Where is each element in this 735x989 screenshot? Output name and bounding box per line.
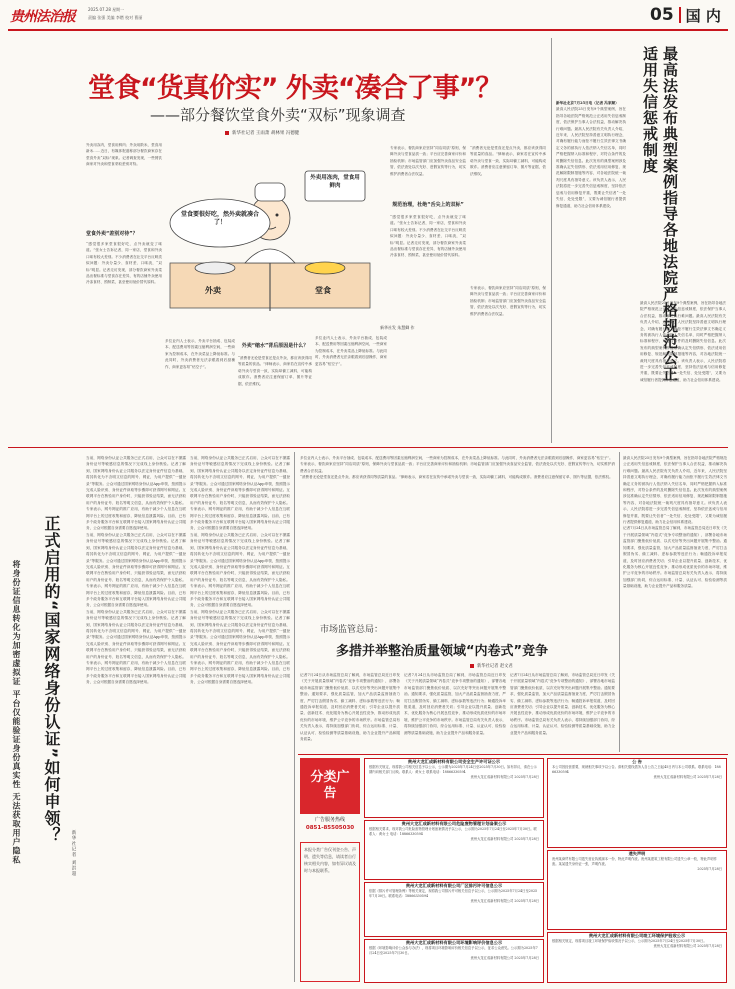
editor-line: 责编 张强 美编 李燃 校对 曹丽 (88, 15, 143, 20)
market-byline (470, 663, 513, 669)
byline-marker (225, 131, 229, 135)
right-lower-body-2: 记者7月24日从市场监管总局了解到，市场监管总局近日印发《关于开展质量领域“内卷式”竞争专项整治的通知》，部署各地市场监管部门聚焦低价低质、以次充好等突出问题开展集中整治。通知要求，强化质量监管，加大产品质量监督抽查力度，严厉打击假冒伪劣、偷工减料、虚标参数等违法行为；畅通投诉举报渠道，及时回应消费者关切；引导企业以提升质量、创新技术、优化服务为核心开展良性竞争，推动形成优质优价的市场环境，维护公平竞争的市场秩序。市场监管总局有关负责人表示，将持续加强部门协同，综合运用标准、计量、认证认可、检验检测等质量基础设施，助力企业提升产品和服务质量。 (623, 526, 727, 589)
lead-body-c2: 专家表示，餐饮商家应坚持“同店同质”原则，保障外卖与堂食品质一致；平台应完善商家评价和抽检机制；市场监管部门应加强外卖食品安全监管，依法查处以次充好、虚假宣传等行为，切实维护消费者合法权益。 (470, 286, 546, 316)
left-story-subheadline: 将身份证信息转化为加密虚拟证 平台仅能验证身份真实性 无法获取用户隐私 (12, 560, 21, 865)
lead-paragraph: 外卖用冻肉，堂食用鲜肉；外卖用散米，堂食用新米……近日，有媒体报道称部分餐饮商家存在堂食外卖“双标”现象。记者调查发现，一些餐饮商家对外卖和堂食采取差别对待。 (86, 143, 162, 167)
ad-3-sign: 贵州大龙汇成新材料有限公司 2025年7月28日 (470, 899, 539, 904)
market-tag: 市场监管总局： (320, 625, 384, 635)
ad-2-title: 贵州大龙汇成新材料有限公司危险废物管理计划备案公示 (401, 821, 507, 826)
ad-6-body: 贵州某商贸有限公司遗失营业执照副本一份，特此声明作废。贵州某建筑工程有限公司遗失公章一枚，特此声明作废。某某遗失身份证一张，声明作废。 (552, 857, 717, 867)
classified-rule (298, 754, 728, 755)
lead-body-a: “感觉很多家堂食很好吃，点外卖就变了味道。”张女士告诉记者，同一家店，堂食和外卖口味有较大差别。不少消费者在社交平台反映类似问题：外卖分量少、食材差、口味淡，“双标”明显。记者走访发现，部分餐饮商家外卖菜品出餐标准与堂食存在差异，有的店铺外卖使用冷冻食材、预制菜，甚至使用低价替代原料。 (86, 242, 162, 285)
illustration-label-left: 外卖 (205, 286, 221, 295)
right-lower-col (623, 455, 727, 750)
ad-1-title: 贵州大龙汇成新材料有限公司安全生产许可证公示 (407, 759, 501, 764)
right-story-dateline: 新华社北京7月25日电（记者 冯家顺） (556, 101, 619, 105)
classified-notice (300, 842, 360, 982)
right-lower-divider (619, 452, 620, 752)
right-story-body-2: 最高人民法院25日发布9个典型案例，旨在指导各地法院严格规范公正适用失信惩戒制度，依法保护当事人合法权益，推动解决执行难问题。最高人民法院有关负责人介绍，近年来，人民法院坚持善意文明执行理念，对确有履行能力而拒不履行生效法律文书确定义务的被执行人依法纳入失信名单，同时严格把握纳入标准和程序，对符合条件的及时删除失信信息。此次发布的典型案例涉及准确认定失信情形、依法适用信用修复、规范解除限制措施等内容，对各地法院统一裁判尺度具有指导意义。该负责人表示，人民法院将进一步完善失信惩戒制度，坚持依法惩戒与信用修复并重，既要让失信者“一处失信、处处受限”，又要为诚信履行者提供修复通道，助力社会信用体系建设。 (640, 301, 726, 382)
ad-1-body: 根据有关规定，现将我公司相关信息予以公示，公示期为2025年7月24日至2025年7月30日。如有异议，请在公示期内向相关部门反映。联系人：黄女士 联系电话：18866330594 (369, 765, 537, 775)
market-body-2: 记者7月24日从市场监管总局了解到，市场监管总局近日印发《关于开展质量领域“内卷式”竞争专项整治的通知》，部署各地市场监管部门聚焦低价低质、以次充好等突出问题开展集中整治。通知要求，强化质量监管，加大产品质量监督抽查力度，严厉打击假冒伪劣、偷工减料、虚标参数等违法行为；畅通投诉举报渠道，及时回应消费者关切；引导企业以提升质量、创新技术、优化服务为核心开展良性竞争，推动形成优质优价的市场环境，维护公平竞争的市场秩序。市场监管总局有关负责人表示，将持续加强部门协同，综合运用标准、计量、认证认可、检验检测等质量基础设施，助力企业提升产品和服务质量。 (404, 673, 506, 735)
classified-notice-text: 本报分类广告仅刊登公告、声明、遗失等信息，请读者自行核实相关内容，如有异议请及时与本报联系。 (304, 847, 356, 873)
market-byline-marker (470, 664, 474, 668)
ad-3-title: 贵州大龙汇成新材料有限公司厂区排污许可信息公示 (405, 883, 503, 888)
lead-column-4 (315, 145, 387, 440)
lead-byline (225, 130, 299, 136)
ad-box-7 (547, 932, 727, 983)
section-name: 国 内 (685, 6, 721, 25)
classified-hotline-label: 广告服务热线 (314, 817, 345, 823)
illustration-sign-left: 堂食要很好吃，然外卖就凑合了！ (180, 211, 259, 226)
page-number: 05 (650, 5, 674, 25)
ad-5-title: 公 告 (632, 759, 642, 764)
page-number-box (650, 4, 726, 26)
upper-middle-col (300, 455, 615, 615)
byline-text: 新华社记者 王雨萧 胡林果 冯德健 (232, 131, 300, 136)
left-story-body-3: 当前，网络身份认证公共服务已正式启用，公众可以在不暴露身份证号等敏感信息的情况下完成线上身份核验。记者了解到，国家网络身份认证公共服务以法定身份证件信息为基础，将其转化为不含明文信息的网号、网证，为用户提供“一键登录”等服务。公众可通过国家网络身份认证App申领，按照提示完成人脸识别、身份证件读取等步骤即可获得网号和网证。互联网平台在核验用户身份时，只能获得验证结果，而无法获取用户的身份证号、姓名等明文信息，从而有效保护个人隐私。专家表示，网号网证的推广应用，有助于减少个人信息在互联网平台上的过度收集和留存，降低信息泄露风险。目前，已有多个政务服务平台和互联网平台接入国家网络身份认证公共服务，公众可根据自身需要自愿选择使用。 (86, 609, 186, 685)
left-story-col-1 (86, 455, 186, 980)
ad-2-body: 根据相关要求，现对我公司危险废物管理计划备案情况予以公示，公示期为2025年7月24日至2025年7月30日。联系人：黄女士 电话：18866330594 (369, 827, 537, 837)
left-story-byline: 新华社记者 刘洪超 (71, 830, 76, 877)
illustration-label-right: 堂食 (315, 286, 331, 295)
ad-3-body: 依据《排污许可管理条例》等相关规定，现将我公司排污许可相关信息予以公示，公示期为2025年7月24日至2025年7月30日。联系电话：18866330594 (369, 889, 538, 899)
market-col-3 (510, 672, 615, 750)
left-story-body-6: 当前，网络身份认证公共服务已正式启用，公众可以在不暴露身份证号等敏感信息的情况下完成线上身份核验。记者了解到，国家网络身份认证公共服务以法定身份证件信息为基础，将其转化为不含明文信息的网号、网证，为用户提供“一键登录”等服务。公众可通过国家网络身份认证App申领，按照提示完成人脸识别、身份证件读取等步骤即可获得网号和网证。互联网平台在核验用户身份时，只能获得验证结果，而无法获取用户的身份证号、姓名等明文信息，从而有效保护个人隐私。专家表示，网号网证的推广应用，有助于减少个人信息在互联网平台上的过度收集和留存，降低信息泄露风险。目前，已有多个政务服务平台和互联网平台接入国家网络身份认证公共服务，公众可根据自身需要自愿选择使用。 (190, 609, 290, 685)
lead-column-6 (470, 145, 546, 440)
ad-5-sign: 贵州大龙汇成新材料有限公司 2025年7月28日 (653, 775, 722, 780)
lead-body-d2: “消费者无论是堂食还是点外卖，都应该获得同等质量的食品。”律师表示，商家若在宣传中承诺外卖与堂食一致，实际却偷工减料，可能构成欺诈。消费者应注意保留订单、图片等证据，依法维权。 (470, 146, 546, 176)
ad-box-5 (547, 758, 727, 848)
lead-column-1 (86, 142, 162, 440)
lead-headline: 堂食“货真价实” 外卖“凑合了事”？ (88, 73, 502, 104)
lead-column-3 (238, 338, 312, 440)
classified-banner-text: 分类广告 (310, 770, 350, 801)
ad-4-sign: 贵州大龙汇成新材料有限公司 2025年7月28日 (470, 956, 539, 961)
illustration-sign-right: 外卖用冻肉，堂食用鲜肉 (310, 175, 360, 189)
illustration-caption: 新华社发 朱慧卿 作 (380, 325, 415, 330)
lead-column-5 (390, 145, 466, 440)
lead-body-d: “消费者无论是堂食还是点外卖，都应该获得同等质量的食品。”律师表示，商家若在宣传中承诺外卖与堂食一致，实际却偷工减料，可能构成欺诈。消费者应注意保留订单、图片等证据，依法维权。 (238, 356, 312, 386)
right-story-headline: 最高法发布典型案例指导各地法院严格规范公正适用失信惩戒制度 (641, 46, 679, 382)
ad-box-3 (364, 882, 544, 937)
ad-box-2 (364, 820, 544, 880)
ad-2-sign: 贵州大龙汇成新材料有限公司 2025年7月28日 (470, 837, 539, 842)
right-story-body: 最高人民法院25日发布9个典型案例，旨在指导各地法院严格规范公正适用失信惩戒制度，依法保护当事人合法权益，推动解决执行难问题。最高人民法院有关负责人介绍，近年来，人民法院坚持善意文明执行理念，对确有履行能力而拒不履行生效法律文书确定义务的被执行人依法纳入失信名单，同时严格把握纳入标准和程序，对符合条件的及时删除失信信息。此次发布的典型案例涉及准确认定失信情形、依法适用信用修复、规范解除限制措施等内容，对各地法院统一裁判尺度具有指导意义。该负责人表示，人民法院将进一步完善失信惩戒制度，坚持依法惩戒与信用修复并重，既要让失信者“一处失信、处处受限”，又要为诚信履行者提供修复通道，助力社会信用体系建设。 (556, 107, 626, 208)
classified-banner (300, 758, 360, 814)
lead-subheadline: ——部分餐饮堂食外卖“双标”现象调查 (150, 106, 406, 124)
right-story-divider (551, 38, 552, 443)
left-story-body-2: 当前，网络身份认证公共服务已正式启用，公众可以在不暴露身份证号等敏感信息的情况下完成线上身份核验。记者了解到，国家网络身份认证公共服务以法定身份证件信息为基础，将其转化为不含明文信息的网号、网证，为用户提供“一键登录”等服务。公众可通过国家网络身份认证App申领，按照提示完成人脸识别、身份证件读取等步骤即可获得网号和网证。互联网平台在核验用户身份时，只能获得验证结果，而无法获取用户的身份证号、姓名等明文信息，从而有效保护个人隐私。专家表示，网号网证的推广应用，有助于减少个人信息在互联网平台上的过度收集和留存，降低信息泄露风险。目前，已有多个政务服务平台和互联网平台接入国家网络身份认证公共服务，公众可根据自身需要自愿选择使用。 (86, 532, 186, 608)
mid-rule (8, 447, 728, 448)
lead-body-b2: 多位业内人士表示，外卖平台抽成、包装成本、配送费用等因素压缩利润空间，一些商家为控制成本，在外卖菜品上降低标准。与此同时，外卖消费者无法亲眼看到后厨操作，商家更容易“钻空子”。 (315, 336, 387, 366)
right-lower-body-1: 最高人民法院25日发布9个典型案例，旨在指导各地法院严格规范公正适用失信惩戒制度，依法保护当事人合法权益，推动解决执行难问题。最高人民法院有关负责人介绍，近年来，人民法院坚持善意文明执行理念，对确有履行能力而拒不履行生效法律文书确定义务的被执行人依法纳入失信名单，同时严格把握纳入标准和程序，对符合条件的及时删除失信信息。此次发布的典型案例涉及准确认定失信情形、依法适用信用修复、规范解除限制措施等内容，对各地法院统一裁判尺度具有指导意义。该负责人表示，人民法院将进一步完善失信惩戒制度，坚持依法惩戒与信用修复并重，既要让失信者“一处失信、处处受限”，又要为诚信履行者提供修复通道，助力社会信用体系建设。 (623, 456, 727, 525)
upper-middle-body-3: “消费者无论是堂食还是点外卖，都应该获得同等质量的食品。”律师表示，商家若在宣传中承诺外卖与堂食一致，实际却偷工减料，可能构成欺诈。消费者应注意保留订单、图片等证据，依法维权。 (300, 475, 613, 480)
section-head-2: 外卖“缩水”背后原因是什么？ (241, 343, 309, 349)
ad-7-sign: 贵州大龙汇成新材料有限公司 2025年7月28日 (653, 944, 722, 949)
masthead (10, 6, 80, 25)
market-col-1 (300, 672, 400, 750)
market-col-2 (404, 672, 506, 750)
ad-box-4 (364, 939, 544, 983)
lead-column-2 (165, 338, 235, 440)
ad-7-body: 根据相关规定，现将项目竣工环境保护验收情况予以公示，公示期为2025年7月24日至2025年7月30日。 (552, 939, 707, 943)
ad-5-body: 本公司因经营需要，现就相关事项予以公告。请相关债权债务人自公告之日起45日内与本公司联系。联系电话：18866330594 (552, 765, 721, 775)
left-story-body-5: 当前，网络身份认证公共服务已正式启用，公众可以在不暴露身份证号等敏感信息的情况下完成线上身份核验。记者了解到，国家网络身份认证公共服务以法定身份证件信息为基础，将其转化为不含明文信息的网号、网证，为用户提供“一键登录”等服务。公众可通过国家网络身份认证App申领，按照提示完成人脸识别、身份证件读取等步骤即可获得网号和网证。互联网平台在核验用户身份时，只能获得验证结果，而无法获取用户的身份证号、姓名等明文信息，从而有效保护个人隐私。专家表示，网号网证的推广应用，有助于减少个人信息在互联网平台上的过度收集和留存，降低信息泄露风险。目前，已有多个政务服务平台和互联网平台接入国家网络身份认证公共服务，公众可根据自身需要自愿选择使用。 (190, 532, 290, 608)
section-head-1: 堂食外卖“差别对待”？ (86, 231, 138, 237)
classified-hotline: 0851-85505030 (305, 825, 355, 831)
upper-middle-body: 多位业内人士表示，外卖平台抽成、包装成本、配送费用等因素压缩利润空间，一些商家为控制成本，在外卖菜品上降低标准。与此同时，外卖消费者无法亲眼看到后厨操作，商家更容易“钻空子”。 (300, 456, 613, 460)
ad-4-title: 贵州大龙汇成新材料有限公司环境影响评价信息公示 (405, 940, 503, 945)
section-head-3: 规范治理，杜绝“舌尖上的双标” (392, 202, 464, 208)
market-byline-text: 新华社记者 赵文君 (477, 664, 513, 669)
ad-7-title: 贵州大龙汇成新材料有限公司竣工环境保护验收公示 (588, 933, 686, 938)
classified-hotline-box (300, 816, 360, 840)
date-line: 2025.07.28 星期一 (88, 7, 125, 12)
header-rule (8, 29, 728, 31)
ad-1-sign: 贵州大龙汇成新材料有限公司 2025年7月28日 (470, 775, 539, 780)
left-story-divider (294, 452, 295, 982)
lead-body-a2: “感觉很多家堂食很好吃，点外卖就变了味道。”张女士告诉记者，同一家店，堂食和外卖口味有较大差别。不少消费者在社交平台反映类似问题：外卖分量少、食材差、口味淡，“双标”明显。记者走访发现，部分餐饮商家外卖菜品出餐标准与堂食存在差异，有的店铺外卖使用冷冻食材、预制菜，甚至使用低价替代原料。 (390, 215, 466, 258)
upper-middle-body-2: 专家表示，餐饮商家应坚持“同店同质”原则，保障外卖与堂食品质一致；平台应完善商家评价和抽检机制；市场监管部门应加强外卖食品安全监管，依法查处以次充好、虚假宣传等行为，切实维护消费者合法权益。 (300, 462, 615, 473)
ad-box-6 (547, 850, 727, 930)
ad-box-1 (364, 758, 544, 818)
left-story-headline: 正式启用的“国家网络身份认证”如何申领？ (42, 515, 61, 845)
right-story-text-1 (556, 100, 626, 440)
market-body-1: 记者7月24日从市场监管总局了解到，市场监管总局近日印发《关于开展质量领域“内卷式”竞争专项整治的通知》，部署各地市场监管部门聚焦低价低质、以次充好等突出问题开展集中整治。通知要求，强化质量监管，加大产品质量监督抽查力度，严厉打击假冒伪劣、偷工减料、虚标参数等违法行为；畅通投诉举报渠道，及时回应消费者关切；引导企业以提升质量、创新技术、优化服务为核心开展良性竞争，推动形成优质优价的市场环境，维护公平竞争的市场秩序。市场监管总局有关负责人表示，将持续加强部门协同，综合运用标准、计量、认证认可、检验检测等质量基础设施，助力企业提升产品和服务质量。 (300, 673, 400, 742)
ad-6-title: 遗失声明 (628, 851, 646, 856)
left-story-col-2 (190, 455, 290, 980)
ad-6-sign: 2025年7月28日 (697, 867, 722, 872)
market-headline: 多措并举整治质量领域“内卷式”竞争 (336, 644, 549, 659)
right-story-text-2 (640, 300, 726, 440)
market-body-3: 记者7月24日从市场监管总局了解到，市场监管总局近日印发《关于开展质量领域“内卷式”竞争专项整治的通知》，部署各地市场监管部门聚焦低价低质、以次充好等突出问题开展集中整治。通知要求，强化质量监管，加大产品质量监督抽查力度，严厉打击假冒伪劣、偷工减料、虚标参数等违法行为；畅通投诉举报渠道，及时回应消费者关切；引导企业以提升质量、创新技术、优化服务为核心开展良性竞争，推动形成优质优价的市场环境，维护公平竞争的市场秩序。市场监管总局有关负责人表示，将持续加强部门协同，综合运用标准、计量、认证认可、检验检测等质量基础设施，助力企业提升产品和服务质量。 (510, 673, 615, 735)
left-story-body: 当前，网络身份认证公共服务已正式启用，公众可以在不暴露身份证号等敏感信息的情况下完成线上身份核验。记者了解到，国家网络身份认证公共服务以法定身份证件信息为基础，将其转化为不含明文信息的网号、网证，为用户提供“一键登录”等服务。公众可通过国家网络身份认证App申领，按照提示完成人脸识别、身份证件读取等步骤即可获得网号和网证。互联网平台在核验用户身份时，只能获得验证结果，而无法获取用户的身份证号、姓名等明文信息，从而有效保护个人隐私。专家表示，网号网证的推广应用，有助于减少个人信息在互联网平台上的过度收集和留存，降低信息泄露风险。目前，已有多个政务服务平台和互联网平台接入国家网络身份认证公共服务，公众可根据自身需要自愿选择使用。 (86, 456, 186, 531)
page-divider (679, 7, 681, 23)
ad-4-body: 根据《环境影响评价公众参与办法》，现将项目环境影响评价相关信息予以公示，征求公众意见。公示期为2025年7月24日至2025年7月30日。 (369, 946, 538, 956)
left-story-body-4: 当前，网络身份认证公共服务已正式启用，公众可以在不暴露身份证号等敏感信息的情况下完成线上身份核验。记者了解到，国家网络身份认证公共服务以法定身份证件信息为基础，将其转化为不含明文信息的网号、网证，为用户提供“一键登录”等服务。公众可通过国家网络身份认证App申领，按照提示完成人脸识别、身份证件读取等步骤即可获得网号和网证。互联网平台在核验用户身份时，只能获得验证结果，而无法获取用户的身份证号、姓名等明文信息，从而有效保护个人隐私。专家表示，网号网证的推广应用，有助于减少个人信息在互联网平台上的过度收集和留存，降低信息泄露风险。目前，已有多个政务服务平台和互联网平台接入国家网络身份认证公共服务，公众可根据自身需要自愿选择使用。 (190, 456, 290, 531)
masthead-logo: 贵州法治报 (10, 9, 75, 25)
lead-body-c: 专家表示，餐饮商家应坚持“同店同质”原则，保障外卖与堂食品质一致；平台应完善商家评价和抽检机制；市场监管部门应加强外卖食品安全监管，依法查处以次充好、虚假宣传等行为，切实维护消费者合法权益。 (390, 146, 466, 176)
lead-body-b: 多位业内人士表示，外卖平台抽成、包装成本、配送费用等因素压缩利润空间，一些商家为控制成本，在外卖菜品上降低标准。与此同时，外卖消费者无法亲眼看到后厨操作，商家更容易“钻空子”。 (165, 339, 235, 369)
